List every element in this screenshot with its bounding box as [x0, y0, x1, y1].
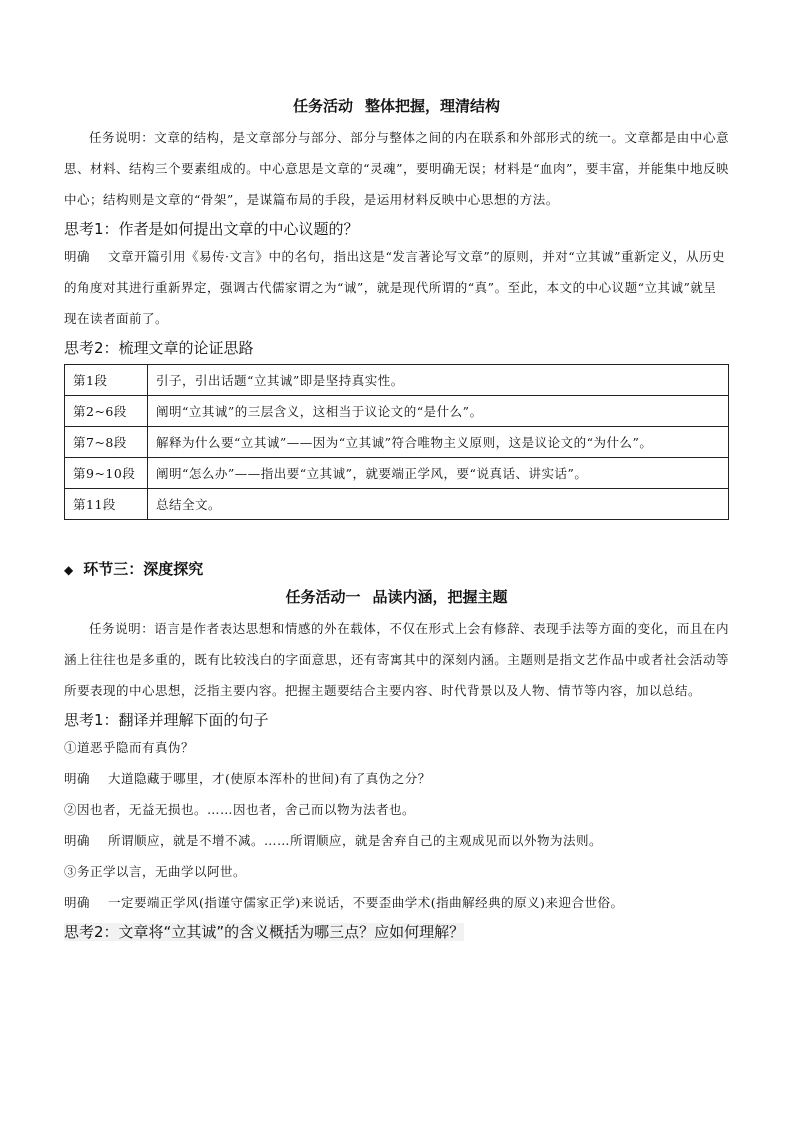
answer-1-text: 文章开篇引用《易传·文言》中的名句，指出这是“发言著论写文章”的原则，并对“立其诚”重新定义，从历史的角度对其进行重新界定，强调古代儒家谓之为“诚”，就是现代所谓的“真”。至此，本文的中心议题“立其诚”就呈现在读者面前了。 [64, 249, 726, 326]
sentence-answer-text: 一定要端正学风(指谨守儒家正学)来说话，不要歪曲学术(指曲解经典的原义)来迎合世俗。 [108, 895, 624, 910]
question-4-text: 思考2：文章将“立其诚”的含义概括为哪三点？应如何理解？ [64, 923, 465, 941]
segment-cell: 第1段 [65, 365, 148, 396]
table-row [65, 427, 729, 458]
sentence-answer-text: 大道隐藏于哪里，才(使原本浑朴的世间)有了真伪之分？ [108, 771, 431, 786]
task-title [64, 96, 729, 116]
task-title-label: 任务活动 [292, 97, 353, 115]
task-description: 任务说明：文章的结构，是文章部分与部分、部分与整体之间的内在联系和外部形式的统一。文章都是由中心意思、材料、结构三个要素组成的。中心意思是文章的“灵魂”，要明确无误；材料是“血肉”，要丰富，并能集中地反映中心；结构则是文章的“骨架”，是谋篇布局的手段，是运用材料反映中心思想的方法。 [64, 130, 729, 207]
task-title-text: 整体把握，理清结构 [365, 97, 501, 115]
argument-outline-table [64, 364, 729, 520]
task-title-2 [64, 587, 729, 607]
description-cell: 阐明“怎么办”——指出要“立其诚”，就要端正学风，要“说真话、讲实话”。 [148, 458, 729, 489]
question-2: 思考2：梳理文章的论证思路 [64, 339, 254, 357]
sentence-item: ①道恶乎隐而有真伪？ [64, 740, 195, 755]
description-cell: 解释为什么要“立其诚”——因为“立其诚”符合唯物主义原则，这是议论文的“为什么”。 [148, 427, 729, 458]
segment-cell: 第11段 [65, 489, 148, 520]
sentence-answer-text: 所谓顺应，就是不增不减。……所谓顺应，就是舍弃自己的主观成见而以外物为法则。 [108, 833, 603, 848]
task-description-2: 任务说明：语言是作者表达思想和情感的外在载体，不仅在形式上会有修辞、表现手法等方面的变化，而且在内涵上往往也是多重的，既有比较浅白的字面意思，还有寄寓其中的深刻内涵。主题则是指文艺作品中或者社会活动等所要表现的中心思想，泛指主要内容。把握主题要结合主要内容、时代背景以及人物、情节等内容，加以总结。 [64, 621, 729, 698]
sentence-item: ③务正学以言，无曲学以阿世。 [64, 864, 247, 879]
sentence-answer [64, 887, 729, 918]
table-row [65, 365, 729, 396]
diamond-bullet-icon: ◆ [64, 563, 74, 577]
answer-tag: 明确 [64, 895, 91, 910]
table-row [65, 396, 729, 427]
segment-cell: 第2~6段 [65, 396, 148, 427]
sentence-answer [64, 763, 729, 794]
segment-cell: 第7~8段 [65, 427, 148, 458]
question-1: 思考1：作者是如何提出文章的中心议题的？ [64, 220, 359, 238]
table-row [65, 489, 729, 520]
question-4 [64, 920, 729, 944]
table-row [65, 458, 729, 489]
section-heading [64, 558, 729, 581]
answer-tag: 明确 [64, 771, 91, 786]
description-cell: 引子，引出话题“立其诚”即是坚持真实性。 [148, 365, 729, 396]
document-page [64, 96, 729, 944]
section-heading-text: 环节三：深度探究 [83, 560, 204, 578]
sentence-item: ②因也者，无益无损也。……因也者，舍己而以物为法者也。 [64, 802, 416, 817]
task-title-2-text: 品读内涵，把握主题 [372, 588, 508, 606]
description-cell: 阐明“立其诚”的三层含义，这相当于议论文的“是什么”。 [148, 396, 729, 427]
answer-1 [64, 241, 729, 334]
segment-cell: 第9~10段 [65, 458, 148, 489]
answer-tag: 明确 [64, 249, 91, 264]
answer-tag: 明确 [64, 833, 91, 848]
task-title-2-label: 任务活动一 [285, 588, 361, 606]
question-3: 思考1：翻译并理解下面的句子 [64, 711, 269, 729]
description-cell: 总结全文。 [148, 489, 729, 520]
sentence-answer [64, 825, 729, 856]
